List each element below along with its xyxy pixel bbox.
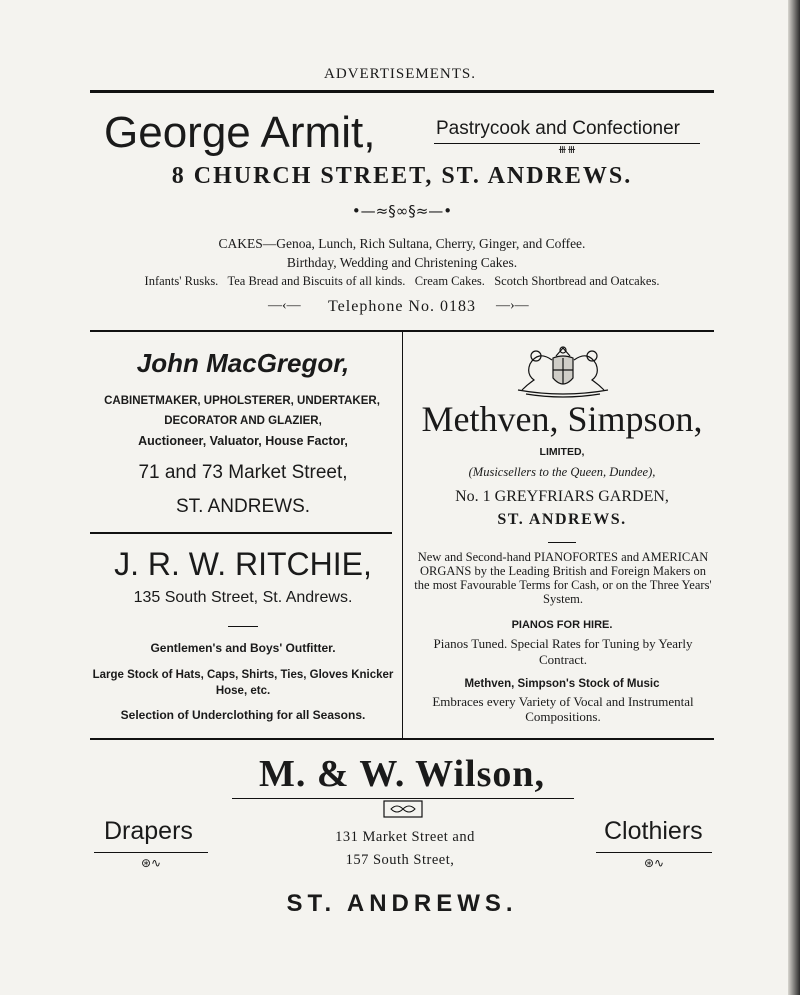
wilson-drapers: Drapers — [104, 817, 193, 845]
armit-trade: Pastrycook and Confectioner — [436, 118, 680, 139]
ritchie-short-rule — [228, 626, 258, 627]
methven-musicsellers: (Musicsellers to the Queen, Dundee), — [468, 465, 656, 479]
ritchie-address: 135 South Street, St. Andrews. — [133, 589, 353, 606]
wilson-town: ST. ANDREWS. — [286, 890, 518, 917]
wilson-name: M. & W. Wilson, — [258, 753, 545, 795]
methven-music-heading: Methven, Simpson's Stock of Music — [464, 678, 660, 690]
flourish-icon: •—≈§∞§≈—• — [351, 202, 453, 220]
methven-pianos-text: New and Second-hand PIANOFORTES and AMERICAN ORGANS by the Leading British and Foreign Makers on the most Favourable Terms for Cash, or on the Three Years' System. — [414, 550, 712, 606]
wilson-clothiers: Clothiers — [604, 817, 703, 845]
ritchie-outfitter: Gentlemen's and Boys' Outfitter. — [150, 641, 336, 655]
macgregor-trades2: DECORATOR AND GLAZIER, — [164, 415, 322, 427]
middle-bottom-rule — [90, 738, 714, 740]
page-edge-shadow — [788, 0, 800, 995]
macgregor-address: 71 and 73 Market Street, — [138, 462, 348, 483]
methven-music-text: Embraces every Variety of Vocal and Instrumental Compositions. — [432, 694, 694, 724]
macgregor-name: John MacGregor, — [136, 348, 350, 378]
drapers-ornament-icon: ⊛∿ — [140, 856, 162, 870]
methven-town: ST. ANDREWS. — [497, 511, 627, 528]
left-pointer-icon: —‹— — [268, 298, 301, 313]
macgregor-trades1: CABINETMAKER, UPHOLSTERER, UNDERTAKER, — [104, 395, 380, 407]
ornament-icon: ⧻⧻ — [557, 143, 577, 156]
clothiers-rule — [596, 852, 712, 853]
right-pointer-icon: —›— — [496, 298, 529, 313]
wilson-address2: 157 South Street, — [345, 852, 455, 868]
column-divider — [402, 332, 403, 738]
methven-tuning: Pianos Tuned. Special Rates for Tuning by Yearly Contract. — [433, 636, 693, 667]
ritchie-stock: Large Stock of Hats, Caps, Shirts, Ties, Gloves Knicker Hose, etc. — [92, 669, 394, 697]
macgregor-trades3: Auctioneer, Valuator, House Factor, — [138, 434, 348, 448]
page-header: ADVERTISEMENTS. — [323, 66, 476, 82]
methven-short-rule — [548, 542, 576, 543]
methven-address: No. 1 GREYFRIARS GARDEN, — [455, 488, 669, 505]
methven-hire: PIANOS FOR HIRE. — [511, 619, 613, 631]
methven-limited: LIMITED, — [539, 446, 585, 458]
clothiers-ornament-icon: ⊛∿ — [643, 856, 665, 870]
macgregor-town: ST. ANDREWS. — [175, 496, 311, 517]
royal-coat-of-arms-icon — [508, 340, 618, 398]
macgregor-bottom-rule — [90, 532, 392, 534]
wilson-address1: 131 Market Street and — [335, 829, 475, 845]
armit-line3: Infants' Rusks. Tea Bread and Biscuits of all kinds. Cream Cakes. Scotch Shortbread and Oatcakes. — [144, 274, 660, 288]
armit-line2: Birthday, Wedding and Christening Cakes. — [286, 255, 518, 270]
top-rule — [90, 90, 714, 93]
armit-line1: CAKES—Genoa, Lunch, Rich Sultana, Cherry, Ginger, and Coffee. — [218, 236, 586, 251]
ritchie-name: J. R. W. RITCHIE, — [114, 546, 372, 582]
armit-name: George Armit, — [104, 108, 376, 157]
ritchie-selection: Selection of Underclothing for all Seasons. — [120, 708, 366, 722]
armit-telephone: Telephone No. 0183 — [328, 298, 476, 315]
methven-name: Methven, Simpson, — [421, 399, 703, 439]
wilson-name-rule — [232, 798, 574, 799]
ornament-box-icon — [383, 800, 423, 818]
armit-address: 8 CHURCH STREET, ST. ANDREWS. — [171, 163, 633, 189]
drapers-rule — [94, 852, 208, 853]
